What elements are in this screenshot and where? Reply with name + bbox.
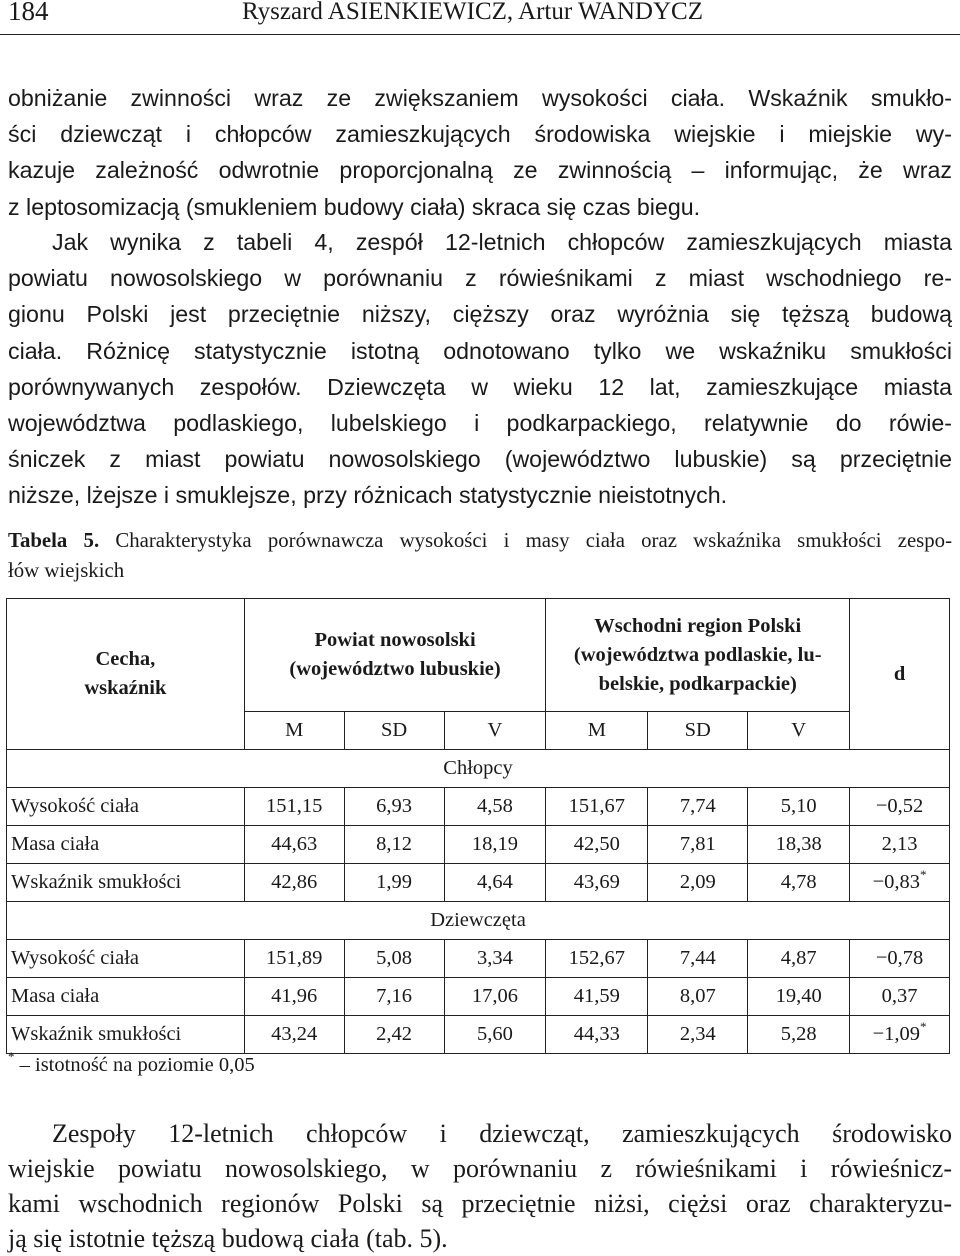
table-caption [8, 526, 952, 586]
row-label: Wskaźnik smukłości [7, 864, 245, 902]
table-row [7, 940, 950, 978]
cell: 7,44 [648, 940, 748, 978]
stat-header: V [748, 712, 850, 750]
header-feature-line: Cecha, [95, 648, 156, 670]
table-footnote [8, 1049, 255, 1077]
stat-header: SD [344, 712, 444, 750]
paragraph-line: śniczek z miast powiatu nowosolskiego (województwo lubuskie) są przeciętnie [8, 446, 952, 473]
cell-d [850, 788, 950, 826]
cell: 41,96 [244, 978, 344, 1016]
header-group-line: belskie, podkarpackie) [598, 672, 797, 695]
caption-text-continued: łów wiejskich [8, 559, 125, 582]
page-number: 184 [8, 0, 49, 26]
page-header [0, 0, 960, 35]
cell: 43,24 [244, 1016, 344, 1054]
cell: 1,99 [344, 864, 444, 902]
paragraph-line: województwa podlaskiego, lubelskiego i podkarpackiego, relatywnie do rówie- [8, 410, 952, 437]
cell: 44,63 [244, 826, 344, 864]
footnote-text: – istotność na poziomie 0,05 [14, 1054, 255, 1076]
cell: 4,64 [444, 864, 546, 902]
running-head-authors: Ryszard ASIENKIEWICZ, Artur WANDYCZ [242, 0, 703, 25]
paragraph-line: ją się istotnie tęższą budową ciała (tab. 5). [8, 1224, 448, 1253]
row-label: Wskaźnik smukłości [7, 1016, 245, 1054]
cell: 151,15 [244, 788, 344, 826]
row-label: Masa ciała [7, 826, 245, 864]
footnote-marker: * [8, 1049, 15, 1064]
paragraph-2 [8, 224, 952, 514]
table-row [7, 864, 950, 902]
group-label-girls: Dziewczęta [7, 902, 950, 940]
stat-header: M [546, 712, 648, 750]
d-value: −0,52 [875, 795, 924, 817]
cell: 44,33 [546, 1016, 648, 1054]
paragraph-1 [8, 80, 952, 225]
cell: 41,59 [546, 978, 648, 1016]
cell-d [850, 1016, 950, 1054]
cell: 7,81 [648, 826, 748, 864]
cell: 2,09 [648, 864, 748, 902]
table-row [7, 826, 950, 864]
header-group-line: Wschodni region Polski [594, 614, 802, 637]
paragraph-line: wiejskie powiatu nowosolskiego, w porównaniu z rówieśnikami i rówieśnicz- [8, 1154, 952, 1183]
d-value: 2,13 [881, 833, 918, 855]
paragraph-line: Jak wynika z tabeli 4, zespół 12-letnich chłopców zamieszkujących miasta [52, 229, 952, 255]
header-wschodni-region [546, 599, 850, 712]
cell: 8,07 [648, 978, 748, 1016]
cell-d [850, 940, 950, 978]
header-feature [7, 599, 245, 750]
table-row [7, 788, 950, 826]
cell: 5,28 [748, 1016, 850, 1054]
row-label: Wysokość ciała [7, 788, 245, 826]
cell: 18,38 [748, 826, 850, 864]
cell: 6,93 [344, 788, 444, 826]
paragraph-line: Zespoły 12-letnich chłopców i dziewcząt, zamieszkujących środowisko [52, 1119, 952, 1148]
header-group-line: Powiat nowosolski [314, 629, 476, 651]
paragraph-line: gionu Polski jest przeciętnie niższy, cięższy oraz wyróżnia się tęższą budową [8, 301, 952, 328]
header-powiat-nowosolski [244, 599, 546, 712]
cell: 4,58 [444, 788, 546, 826]
header-feature-line: wskaźnik [84, 677, 167, 699]
row-label: Wysokość ciała [7, 940, 245, 978]
paragraph-line: kazuje zależność odwrotnie proporcjonalną ze zwinnością – informując, że wraz [8, 157, 952, 184]
d-value: 0,37 [881, 985, 918, 1007]
cell: 151,67 [546, 788, 648, 826]
significance-marker: * [920, 1019, 927, 1034]
cell: 5,60 [444, 1016, 546, 1054]
header-group-line: (województwo lubuskie) [289, 658, 501, 680]
table-header-row [7, 599, 950, 712]
d-value: −0,78 [875, 947, 924, 969]
cell: 42,86 [244, 864, 344, 902]
cell: 17,06 [444, 978, 546, 1016]
paragraph-line: ści dziewcząt i chłopców zamieszkujących środowiska wiejskie i miejskie wy- [8, 121, 952, 148]
cell: 3,34 [444, 940, 546, 978]
cell: 7,74 [648, 788, 748, 826]
group-row [7, 902, 950, 940]
cell: 5,10 [748, 788, 850, 826]
paragraph-line: kami wschodnich regionów Polski są przeciętnie niżsi, ciężsi oraz charakteryzu- [8, 1189, 952, 1218]
cell: 2,34 [648, 1016, 748, 1054]
cell: 4,87 [748, 940, 850, 978]
stat-header: V [444, 712, 546, 750]
paragraph-line: obniżanie zwinności wraz ze zwiększaniem wysokości ciała. Wskaźnik smukło- [8, 85, 952, 111]
caption-text: Charakterystyka porównawcza wysokości i masy ciała oraz wskaźnika smukłości zespo- [99, 529, 952, 552]
group-label-boys: Chłopcy [7, 750, 950, 788]
data-table [6, 598, 950, 1054]
cell: 42,50 [546, 826, 648, 864]
cell: 5,08 [344, 940, 444, 978]
paragraph-line: porównywanych zespołów. Dziewczęta w wieku 12 lat, zamieszkujące miasta [8, 373, 952, 400]
header-d: d [850, 599, 950, 750]
paragraph-line: z leptosomizacją (smukleniem budowy ciała) skraca się czas biegu. [8, 193, 701, 220]
cell: 8,12 [344, 826, 444, 864]
cell-d [850, 826, 950, 864]
cell-d [850, 864, 950, 902]
header-group-line: (województwa podlaskie, lu- [573, 643, 822, 666]
cell: 2,42 [344, 1016, 444, 1054]
paragraph-3 [8, 1116, 952, 1256]
cell: 152,67 [546, 940, 648, 978]
group-row [7, 750, 950, 788]
cell: 19,40 [748, 978, 850, 1016]
paragraph-line: niższe, lżejsze i smuklejsze, przy różnicach statystycznie nieistotnych. [8, 482, 728, 509]
paragraph-line: powiatu nowosolskiego w porównaniu z rówieśnikami z miast wschodniego re- [8, 265, 952, 292]
stat-header: M [244, 712, 344, 750]
table-row [7, 1016, 950, 1054]
caption-label: Tabela 5. [8, 529, 100, 552]
paragraph-line: ciała. Różnicę statystycznie istotną odnotowano tylko we wskaźniku smukłości [8, 337, 952, 364]
cell: 7,16 [344, 978, 444, 1016]
table-row [7, 978, 950, 1016]
d-value: −0,83 [872, 871, 921, 893]
cell: 18,19 [444, 826, 546, 864]
cell: 43,69 [546, 864, 648, 902]
significance-marker: * [920, 867, 927, 882]
stat-header: SD [648, 712, 748, 750]
cell: 4,78 [748, 864, 850, 902]
d-value: −1,09 [872, 1023, 921, 1045]
cell: 151,89 [244, 940, 344, 978]
cell-d [850, 978, 950, 1016]
row-label: Masa ciała [7, 978, 245, 1016]
